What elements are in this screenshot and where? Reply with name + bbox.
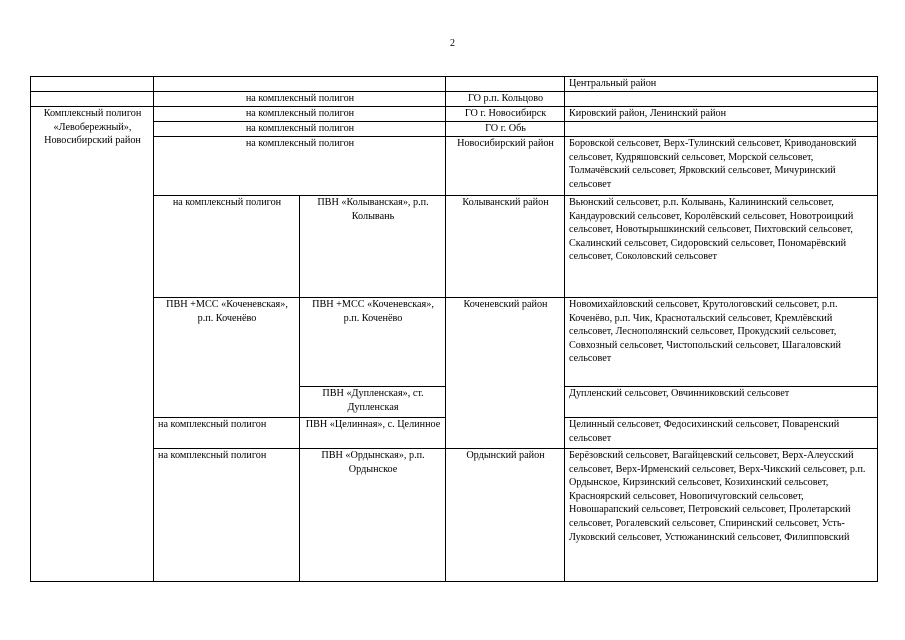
municipality-cell: Ордынский район [446,449,565,582]
table-row [31,107,878,122]
table-row [31,122,878,137]
destination-cell: на комплексный полигон [154,418,300,449]
district-settlements-cell: Дупленский сельсовет, Овчинниковский сельсовет [565,387,878,418]
destination-cell: на комплексный полигон [154,92,446,107]
destination-cell: на комплексный полигон [154,107,446,122]
destination-cell: ПВН +МСС «Коченевская», р.п. Коченёво [154,298,300,418]
municipality-cell: ГО р.п. Кольцово [446,92,565,107]
district-settlements-cell: Целинный сельсовет, Федосихинский сельсовет, Поваренский сельсовет [565,418,878,449]
municipality-cell: ГО г. Обь [446,122,565,137]
municipality-cell: Коченевский район [446,298,565,449]
municipality-cell: ГО г. Новосибирск [446,107,565,122]
table-row [31,196,878,298]
table-row [31,77,878,92]
destination-cell: на комплексный полигон [154,196,300,298]
table-cell [446,77,565,92]
table-row [31,298,878,387]
district-settlements-cell: Центральный район [565,77,878,92]
collection-point-cell: ПВН «Целинная», с. Целинное [300,418,446,449]
district-settlements-cell: Боровской сельсовет, Верх-Тулинский сельсовет, Криводановский сельсовет, Кудряшовский сельсовет, Морской сельсовет, Толмачёвский сельсовет, Ярковский сельсовет, Мичуринский сельсовет [565,137,878,196]
collection-point-cell: ПВН «Ордынская», р.п. Ордынское [300,449,446,582]
landfill-name-cell: Комплексный полигон «Левобережный», Новосибирский район [31,107,154,582]
district-settlements-cell: Новомихайловский сельсовет, Крутологовский сельсовет, р.п. Коченёво, р.п. Чик, Краснотальский сельсовет, Кремлёвский сельсовет, Леснополянский сельсовет, Прокудский сельсовет, Совхозный сельсовет, Чистопольский сельсовет, Шагаловский сельсовет [565,298,878,387]
table-cell [154,77,446,92]
collection-point-cell: ПВН «Колыванская», р.п. Колывань [300,196,446,298]
collection-point-cell: ПВН +МСС «Коченевская», р.п. Коченёво [300,298,446,387]
destination-cell: на комплексный полигон [154,449,300,582]
page-number: 2 [450,38,455,49]
district-settlements-cell: Кировский район, Ленинский район [565,107,878,122]
distribution-table [30,76,878,582]
district-settlements-cell: Берёзовский сельсовет, Вагайцевский сельсовет, Верх-Алеусский сельсовет, Верх-Ирменский сельсовет, Верх-Чикский сельсовет, р.п. Ордынское, Кирзинский сельсовет, Козихинский сельсовет, Красноярский сельсовет, Новопичуговский сельсовет, Новошарапский сельсовет, Петровский сельсовет, Пролетарский сельсовет, Рогалевский сельсовет, Спиринский сельсовет, Усть-Луковский сельсовет, Устюжанинский сельсовет, Филипповский [565,449,878,582]
district-settlements-cell: Вьюнский сельсовет, р.п. Колывань, Калининский сельсовет, Кандауровский сельсовет, Королёвский сельсовет, Новотроицкий сельсовет, Новотырышкинский сельсовет, Пихтовский сельсовет, Скалинский сельсовет, Сидоровский сельсовет, Пономарёвский сельсовет, Соколовский сельсовет [565,196,878,298]
municipality-cell: Новосибирский район [446,137,565,196]
table-row [31,449,878,582]
table-cell [565,122,878,137]
table-row [31,92,878,107]
collection-point-cell: ПВН «Дупленская», ст. Дупленская [300,387,446,418]
municipality-cell: Колыванский район [446,196,565,298]
destination-cell: на комплексный полигон [154,137,446,196]
table-cell [31,92,154,107]
table-row [31,137,878,196]
destination-cell: на комплексный полигон [154,122,446,137]
table-cell [31,77,154,92]
table-cell [565,92,878,107]
